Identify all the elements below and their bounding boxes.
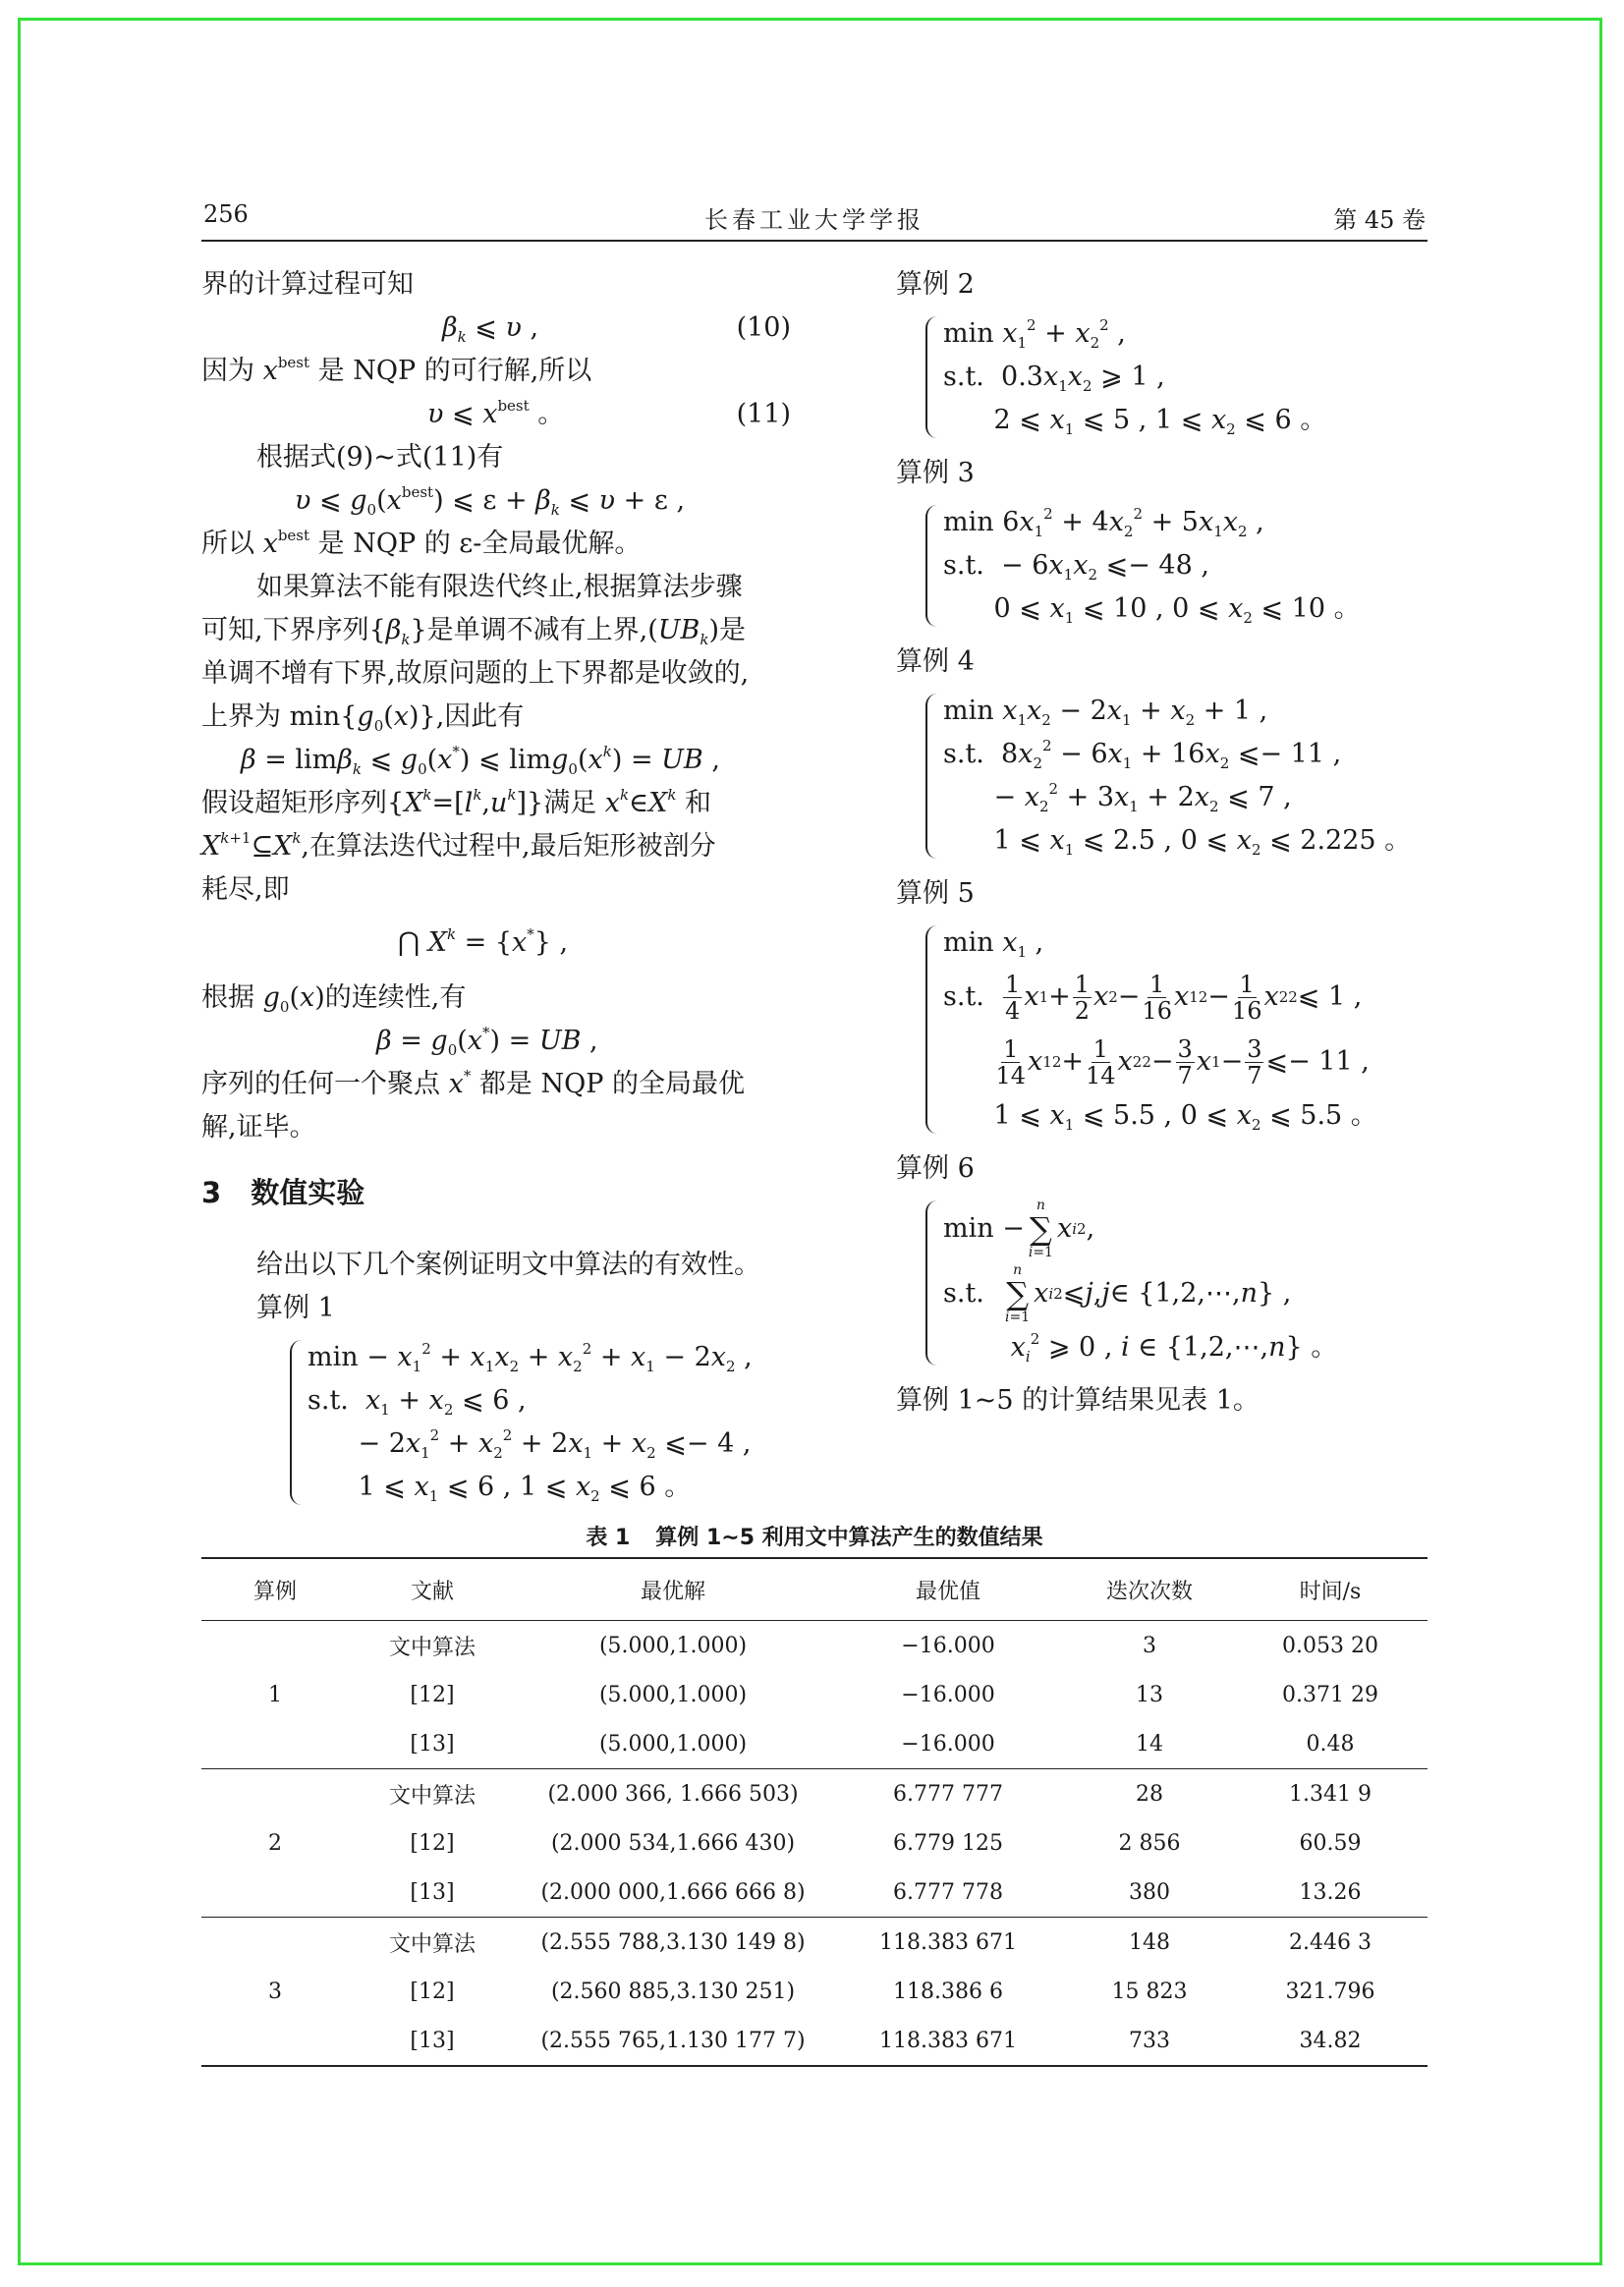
example-label: 算例 5: [896, 878, 975, 909]
table-caption: [201, 1521, 1428, 1551]
table-cell: [13]: [349, 1719, 516, 1769]
brace: [925, 1200, 941, 1366]
table-cell: 6.777 778: [830, 1868, 1066, 1918]
section-number: 3: [201, 1176, 222, 1209]
table-cell: 2 856: [1118, 1830, 1181, 1856]
table-row: [201, 1769, 1428, 1819]
table-row: [201, 1818, 1428, 1868]
table-cell: (2.555 765,1.130 177 7): [516, 2016, 830, 2066]
table-cell: 13.26: [1233, 1868, 1428, 1918]
page-number: 256: [203, 200, 249, 228]
table-cell: −16.000: [901, 1633, 995, 1658]
text-line: 假设超矩形序列$\{X^k=[l^k,u^k]\}$满足 $x^k\in X^k$ 和: [201, 786, 712, 818]
table-cell: 28: [1136, 1781, 1163, 1807]
example-2-system: $\min x_1^2 + x_2^2$ , s.t. $0.3x_1x_2$ ⩾ 1 , 2 ⩽ $x_1$ ⩽ 5 , 1 ⩽ $x_2$ ⩽ 6 。: [925, 312, 1431, 442]
journal-name: 长春工业大学学报: [704, 206, 924, 234]
text-line: 如果算法不能有限迭代终止,根据算法步骤: [256, 572, 743, 602]
equation-number: (11): [736, 399, 791, 429]
table-cell: 118.383 671: [879, 1929, 1017, 1955]
table-cell: 文中算法: [388, 1783, 476, 1809]
equation-beta-ub: $\beta = g_0(x^*)$ = UB ,: [376, 1024, 598, 1059]
text-line: 界的计算过程可知: [201, 269, 414, 300]
column-header: 文献: [349, 1558, 516, 1621]
table-title: 算例 1~5 利用文中算法产生的数值结果: [655, 1526, 1043, 1550]
text-line: 所以 $x^{best}$ 是 NQP 的 ε-全局最优解。: [201, 527, 642, 559]
text-line: 根据式(9)~式(11)有: [256, 442, 504, 473]
table-cell: 6.779 125: [893, 1830, 1003, 1856]
example-label: 算例 4: [896, 646, 975, 677]
equation-number: (10): [736, 312, 791, 343]
table-cell: 6.777 777: [893, 1781, 1003, 1807]
example-6-system: min − n ∑ i=1 x i 2 , s.t. n ∑ i=1 x i 2 ⩽ j , j ∈ {1,2,⋯, n } , $x_i^2$ ⩾ 0 , i ∈ {1,2,⋯,n} 。: [925, 1197, 1431, 1369]
text-line: 因为 $x^{best}$ 是 NQP 的可行解,所以: [201, 354, 592, 386]
brace: [925, 505, 941, 627]
brace: [925, 316, 941, 438]
table-cell: 733: [1066, 2016, 1233, 2066]
section-title: 数值实验: [251, 1176, 365, 1209]
text-line: 算例 1~5 的计算结果见表 1。: [896, 1385, 1260, 1416]
example-cell: 2: [201, 1769, 349, 1918]
table-cell: 15 823: [1111, 1979, 1188, 2004]
table-cell: (2.555 788,3.130 149 8): [540, 1929, 806, 1955]
text-line: 可知,下界序列$\{\beta_k\}$是单调不减有上界$,(UB_k)$是: [201, 615, 747, 648]
table-row: [201, 1868, 1428, 1918]
text-line: 解,证毕。: [201, 1112, 316, 1143]
table-cell: [12]: [410, 1682, 455, 1707]
table-cell: 文中算法: [388, 1931, 476, 1957]
table-cell: [13]: [349, 2016, 516, 2066]
table-cell: (2.000 534,1.666 430): [550, 1830, 796, 1856]
example-cell: 3: [201, 1918, 349, 2067]
left-column: [201, 263, 791, 1519]
table-cell: (2.560 885,3.130 251): [550, 1979, 796, 2004]
table-cell: 0.053 20: [1282, 1633, 1378, 1658]
example-4-system: $\min x_1x_2 - 2x_1 + x_2 + 1$ , s.t. $8x_2^2 - 6x_1 + 16x_2$ ⩽− 11 , − $x_2^2 + 3x_1 + 2x_2$ ⩽ 7 , 1 ⩽ $x_1$ ⩽ 2.5 , 0 ⩽ $x_2$ ⩽ 2.225 。: [925, 690, 1431, 863]
example-5-system: $\min x_1$ , s.t. $\frac{1}{4}$ x 1 + $\frac{1}{2}$ x 2 − $\frac{1}{16}$ x 1 2 − $\frac{1}{16}$ x 2 2 ⩽ 1 , $\frac{1}{14}$ x 1 2 + $\frac{1}{14}$ x 2 2 − $\frac{3}{7}$ x 1 − $\frac{3}{7}$ ⩽− 11 , 1 ⩽ $x_1$ ⩽ 5.5 , 0 ⩽ $x_2$ ⩽ 5.5 。: [925, 921, 1431, 1138]
table-row: [201, 1918, 1428, 1968]
text-line: 单调不增有下界,故原问题的上下界都是收敛的,: [201, 658, 750, 689]
equation-limit: β = limβ$_k$ ⩽ $g_0(x^*)$ ⩽ $\lim g_0(x^k)$ = UB ,: [241, 743, 720, 778]
column-header: 最优解: [516, 1558, 830, 1621]
equation-intersection: ⋂ $X^k = \{x^*\}$ ,: [398, 925, 569, 958]
table-cell: 380: [1066, 1868, 1233, 1918]
brace: [290, 1340, 306, 1505]
text-line: 给出以下几个案例证明文中算法的有效性。: [256, 1250, 760, 1280]
brace: [925, 694, 941, 859]
table-cell: (5.000,1.000): [598, 1633, 748, 1658]
table-cell: (2.000 000,1.666 666 8): [516, 1868, 830, 1918]
table-cell: (5.000,1.000): [516, 1719, 830, 1769]
example-label: 算例 3: [896, 458, 975, 488]
equation-inequality-chain: υ ⩽ $g_0(x^{best})$ ⩽ $\varepsilon + \beta_k$ ⩽ υ + ε ,: [295, 483, 686, 519]
right-column: [896, 263, 1431, 1422]
table-cell: [12]: [410, 1830, 455, 1856]
table-row: [201, 1621, 1428, 1671]
text-line: $X^{k+1}⊆X^k$,在算法迭代过程中,最后矩形被剖分: [201, 829, 716, 862]
example-1-system: $\min - x_1^2 + x_1x_2 + x_2^2 + x_1 - 2x_2$ , s.t. $x_1 + x_2$ ⩽ 6 , − $2x_1^2 + x_2^2 + 2x_1 + x_2$ ⩽− 4 , 1 ⩽ $x_1$ ⩽ 6 , 1 ⩽ $x_2$ ⩽ 6 。: [290, 1336, 791, 1509]
table-cell: 2.446 3: [1289, 1929, 1372, 1955]
table-cell: (2.000 366, 1.666 503): [547, 1781, 799, 1807]
table-cell: −16.000: [830, 1719, 1066, 1769]
table-cell: 0.371 29: [1282, 1682, 1378, 1707]
example-label: 算例 2: [896, 269, 975, 300]
table-cell: 118.386 6: [893, 1979, 1003, 2004]
table-row: [201, 2016, 1428, 2066]
column-header: 最优值: [830, 1558, 1066, 1621]
table-header-row: [201, 1558, 1428, 1621]
example-3-system: $\min 6x_1^2 + 4x_2^2 + 5x_1x_2$ , s.t. − $6x_1x_2$ ⩽− 48 , 0 ⩽ $x_1$ ⩽ 10 , 0 ⩽ $x_2$ ⩽ 10 。: [925, 501, 1431, 631]
text-line: 序列的任何一个聚点 x* 都是 NQP 的全局最优: [201, 1067, 746, 1099]
table-cell: 14: [1066, 1719, 1233, 1769]
column-header: 迭次次数: [1066, 1558, 1233, 1621]
text-line: 根据 $g_0(x)$的连续性,有: [201, 982, 467, 1016]
equation-11: υ ⩽ $x^{best}$ 。 (11): [201, 393, 791, 436]
example-cell: 1: [201, 1621, 349, 1769]
volume-label: 第 45 卷: [1333, 206, 1426, 234]
table-cell: [12]: [410, 1979, 455, 2004]
column-header: 算例: [201, 1558, 349, 1621]
table-row: [201, 1719, 1428, 1769]
brace: [925, 925, 941, 1134]
table-cell: 34.82: [1233, 2016, 1428, 2066]
text-line: 上界为 $\min\{g_0(x)\}$,因此有: [201, 701, 525, 735]
text-line: 耗尽,即: [201, 874, 290, 905]
column-header: 时间/s: [1233, 1558, 1428, 1621]
results-table: [201, 1557, 1428, 2067]
table-cell: 148: [1129, 1929, 1170, 1955]
equation-10: $\beta_k$ ⩽ υ , (10): [201, 307, 791, 350]
table-cell: (5.000,1.000): [598, 1682, 748, 1707]
example-label: 算例 6: [896, 1153, 975, 1184]
table-cell: 3: [1143, 1633, 1156, 1658]
table-cell: 321.796: [1285, 1979, 1375, 2004]
example-label: 算例 1: [256, 1293, 335, 1323]
table-row: [201, 1967, 1428, 2016]
table-cell: 文中算法: [388, 1635, 476, 1660]
table-cell: −16.000: [901, 1682, 995, 1707]
section-heading: [201, 1171, 791, 1214]
table-cell: [13]: [349, 1868, 516, 1918]
table-cell: 13: [1136, 1682, 1163, 1707]
running-header: [201, 193, 1428, 242]
table-cell: 118.383 671: [830, 2016, 1066, 2066]
table-number: 表 1: [586, 1526, 631, 1550]
table-row: [201, 1670, 1428, 1719]
table-cell: 60.59: [1299, 1830, 1362, 1856]
table-cell: 0.48: [1233, 1719, 1428, 1769]
table-cell: 1.341 9: [1289, 1781, 1372, 1807]
